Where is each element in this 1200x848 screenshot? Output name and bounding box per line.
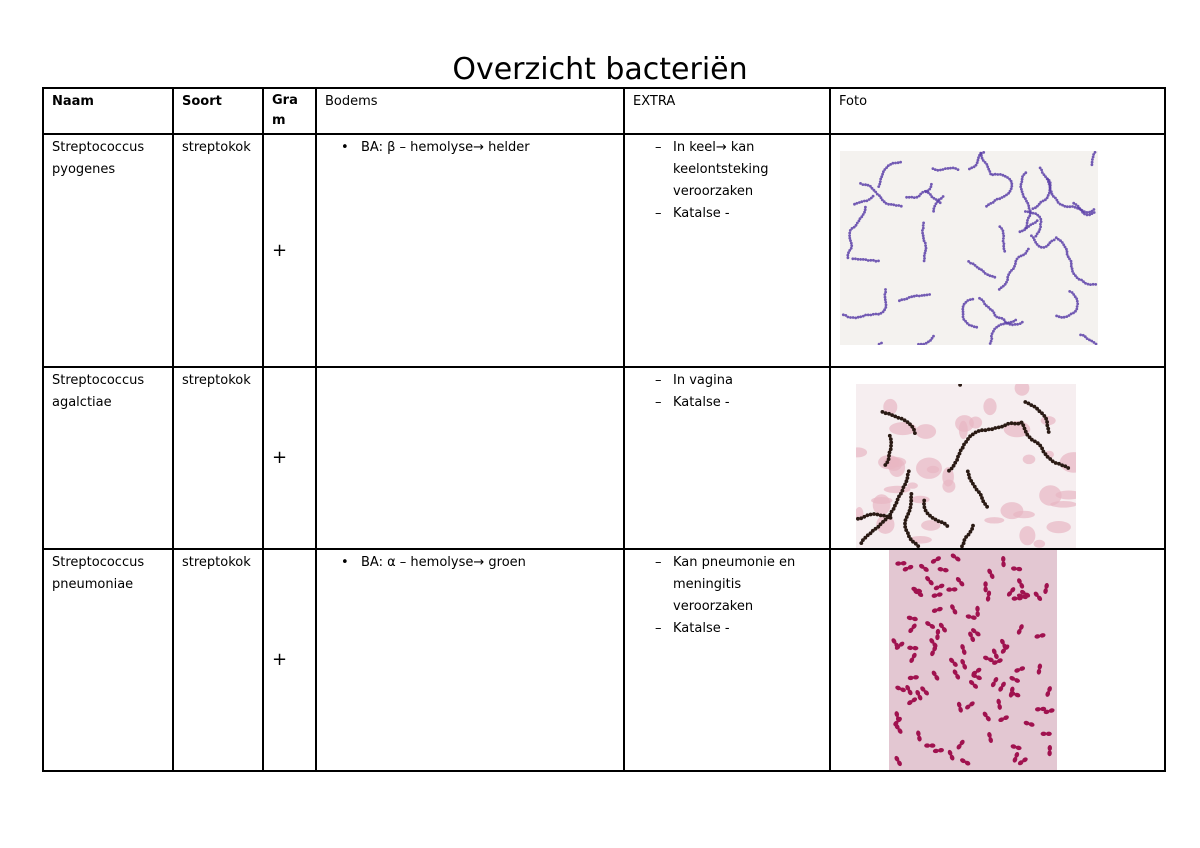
gram-cell: + xyxy=(263,367,316,549)
header-foto: Foto xyxy=(830,88,1165,134)
micrograph-pink-diplococci-image xyxy=(889,550,1057,770)
naam-cell: Streptococcus pneumoniae xyxy=(43,549,173,771)
extra-list xyxy=(633,137,821,225)
gram-cell: + xyxy=(263,134,316,367)
bodems-cell xyxy=(316,549,624,771)
table-row xyxy=(43,367,1165,549)
bodems-item: • BA: α – hemolyse→ groen xyxy=(351,552,615,574)
header-bodems: Bodems xyxy=(316,88,624,134)
extra-item: – Katalse - xyxy=(655,618,821,640)
table-row xyxy=(43,134,1165,367)
header-naam: Naam xyxy=(43,88,173,134)
extra-cell xyxy=(624,134,830,367)
foto-cell xyxy=(830,549,1165,771)
soort-cell: streptokok xyxy=(173,367,263,549)
extra-list xyxy=(633,370,821,414)
header-gram: Gra m xyxy=(263,88,316,134)
foto-cell xyxy=(830,134,1165,367)
header-row xyxy=(43,88,1165,134)
extra-cell xyxy=(624,367,830,549)
naam-cell: Streptococcus agalctiae xyxy=(43,367,173,549)
table-row xyxy=(43,549,1165,771)
bodems-item: • BA: β – hemolyse→ helder xyxy=(351,137,615,159)
bodems-list xyxy=(325,137,615,159)
bacteria-table xyxy=(42,87,1166,772)
micrograph-purple-chains-image xyxy=(840,151,1098,345)
micrograph-dark-chains-pink-background-image xyxy=(856,384,1076,548)
header-soort: Soort xyxy=(173,88,263,134)
bodems-list xyxy=(325,552,615,574)
extra-item: – Katalse - xyxy=(655,392,821,414)
extra-item: – In keel→ kan keelontsteking veroorzaken xyxy=(655,137,821,203)
extra-cell xyxy=(624,549,830,771)
header-extra: EXTRA xyxy=(624,88,830,134)
foto-cell xyxy=(830,367,1165,549)
extra-item: – In vagina xyxy=(655,370,821,392)
extra-item: – Kan pneumonie en meningitis veroorzaken xyxy=(655,552,821,618)
soort-cell: streptokok xyxy=(173,134,263,367)
page-title: Overzicht bacteriën xyxy=(452,52,748,87)
gram-cell: + xyxy=(263,549,316,771)
extra-item: – Katalse - xyxy=(655,203,821,225)
naam-cell: Streptococcus pyogenes xyxy=(43,134,173,367)
bodems-cell xyxy=(316,134,624,367)
bodems-cell xyxy=(316,367,624,549)
extra-list xyxy=(633,552,821,640)
soort-cell: streptokok xyxy=(173,549,263,771)
